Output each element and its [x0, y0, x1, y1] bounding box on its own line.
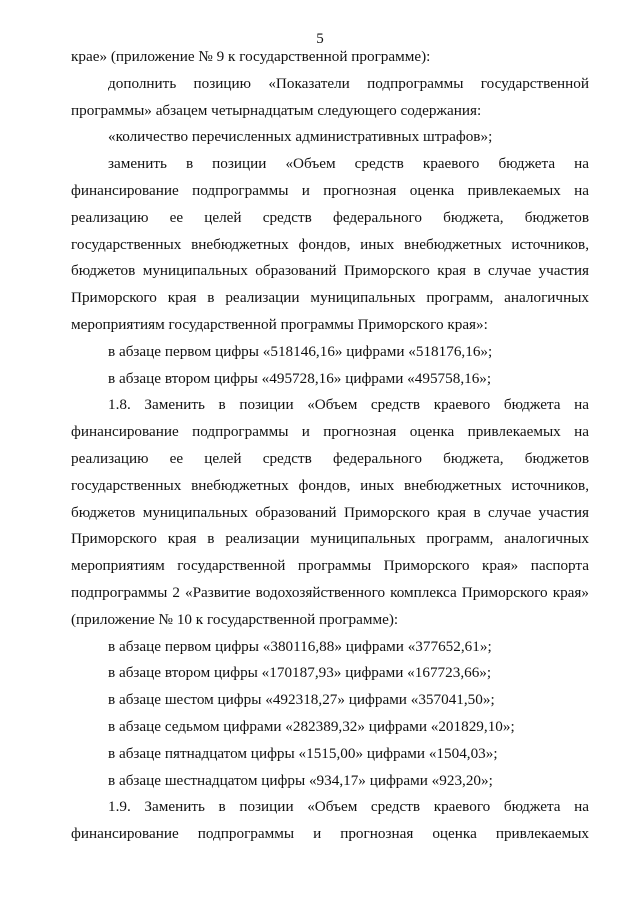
paragraph: в абзаце пятнадцатом цифры «1515,00» цифрами «1504,03»; — [108, 744, 498, 762]
paragraph: в абзаце втором цифры «495728,16» цифрами «495758,16»; — [108, 369, 492, 387]
paragraph: дополнить позицию «Показатели подпрограммы государственной программы» абзацем четырнадцатым следующего содержания: — [71, 74, 589, 119]
paragraph: 1.9. Заменить в позиции «Объем средств краевого бюджета на финансирование подпрограммы и прогнозная оценка привлекаемых — [71, 798, 589, 843]
paragraph: в абзаце шестом цифры «492318,27» цифрами «357041,50»; — [108, 691, 495, 709]
paragraph: в абзаце седьмом цифрами «282389,32» цифрами «201829,10»; — [108, 717, 515, 735]
paragraph: в абзаце шестнадцатом цифры «934,17» цифрами «923,20»; — [108, 771, 493, 789]
paragraph: в абзаце первом цифры «518146,16» цифрами «518176,16»; — [108, 342, 493, 360]
page-number: 5 — [316, 31, 324, 47]
paragraph: крае» (приложение № 9 к государственной программе): — [71, 48, 431, 65]
paragraph: в абзаце втором цифры «170187,93» цифрами «167723,66»; — [108, 664, 492, 682]
paragraph: 1.8. Заменить в позиции «Объем средств краевого бюджета на финансирование подпрограммы и прогнозная оценка привлекаемых на реализацию ее целей средств федерального бюджета, бюджетов государственных внебюджетных фондов, иных внебюджетных источников, бюджетов муниципальных образований Приморского края в случае участия Приморского края в реализации муниципальных программ, аналогичных мероприятиям государственной программы Приморского края» паспорта подпрограммы 2 «Развитие водохозяйственного комплекса Приморского края» (приложение № 10 к государственной программе): — [71, 396, 589, 628]
paragraph: заменить в позиции «Объем средств краевого бюджета на финансирование подпрограммы и прогнозная оценка привлекаемых на реализацию ее целей средств федерального бюджета, бюджетов государственных внебюджетных фондов, иных внебюджетных источников, бюджетов муниципальных образований Приморского края в случае участия Приморского края в реализации муниципальных программ, аналогичных мероприятиям государственной программы Приморского края»: — [71, 155, 589, 333]
paragraph: в абзаце первом цифры «380116,88» цифрами «377652,61»; — [108, 637, 492, 655]
paragraph: «количество перечисленных административных штрафов»; — [108, 128, 493, 146]
document-body — [71, 44, 589, 848]
